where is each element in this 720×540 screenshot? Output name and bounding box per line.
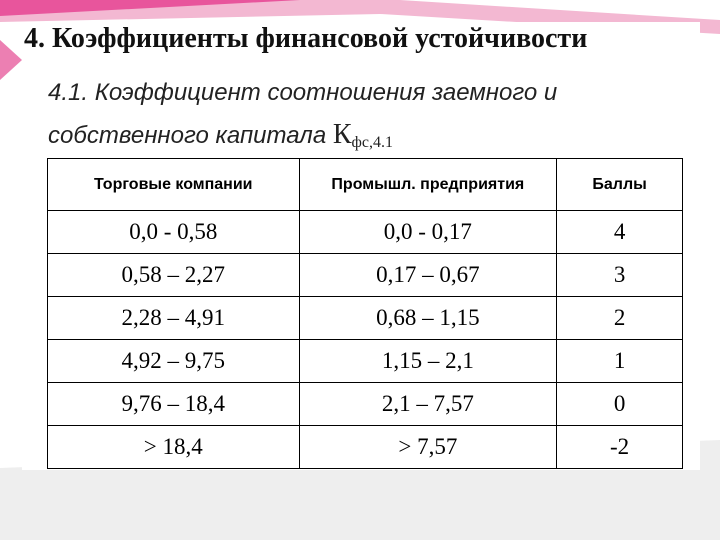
cell-trading-range: > 18,4 [48, 426, 300, 469]
cell-points: 0 [557, 383, 683, 426]
table-row [48, 340, 683, 383]
cell-trading-range: 0,58 – 2,27 [48, 254, 300, 297]
header-points: Баллы [557, 159, 683, 211]
cell-trading-range: 0,0 - 0,58 [48, 211, 300, 254]
cell-industrial-range: 0,68 – 1,15 [299, 297, 557, 340]
cell-points: 3 [557, 254, 683, 297]
cell-trading-range: 4,92 – 9,75 [48, 340, 300, 383]
coefficient-symbol: К [332, 119, 352, 150]
table-row [48, 211, 683, 254]
table-header-row [48, 159, 683, 211]
coefficient-subtitle [48, 72, 688, 164]
table-row [48, 297, 683, 340]
slide-title: 4. Коэффициенты финансовой устойчивости [24, 23, 588, 54]
table-row [48, 383, 683, 426]
cell-points: -2 [557, 426, 683, 469]
left-pink-wedge [0, 40, 22, 80]
cell-industrial-range: 2,1 – 7,57 [299, 383, 557, 426]
subtitle-line-2 [48, 114, 688, 164]
cell-industrial-range: 0,0 - 0,17 [299, 211, 557, 254]
cell-points: 1 [557, 340, 683, 383]
coefficient-symbol-subscript: фс,4.1 [351, 134, 394, 151]
cell-industrial-range: 0,17 – 0,67 [299, 254, 557, 297]
coefficient-table [47, 158, 683, 469]
cell-trading-range: 2,28 – 4,91 [48, 297, 300, 340]
header-industrial-enterprises: Промышл. предприятия [299, 159, 557, 211]
table-row [48, 426, 683, 469]
table-row [48, 254, 683, 297]
cell-points: 2 [557, 297, 683, 340]
subtitle-line-1: 4.1. Коэффициент соотношения заемного и [48, 79, 558, 106]
cell-industrial-range: 1,15 – 2,1 [299, 340, 557, 383]
cell-trading-range: 9,76 – 18,4 [48, 383, 300, 426]
subtitle-line-2-text: собственного капитала [48, 122, 327, 149]
header-trading-companies: Торговые компании [48, 159, 300, 211]
cell-points: 4 [557, 211, 683, 254]
cell-industrial-range: > 7,57 [299, 426, 557, 469]
